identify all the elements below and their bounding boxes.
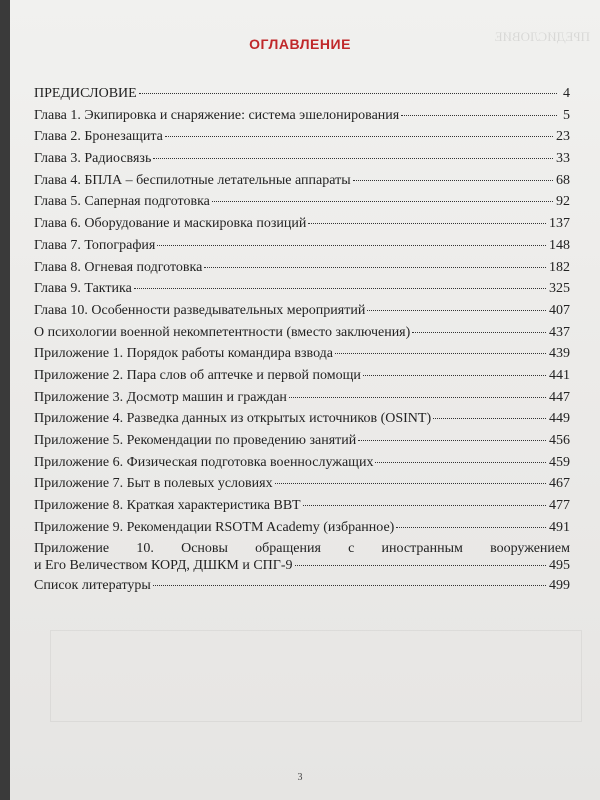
toc-entry-page: 456	[549, 433, 570, 448]
toc-entry-page: 23	[556, 129, 570, 145]
toc-entry-label: Глава 4. БПЛА – беспилотные летательные аппараты	[34, 172, 351, 188]
toc-entry-page: 447	[549, 389, 570, 405]
toc-entry-label: Глава 5. Саперная подготовка	[34, 194, 210, 210]
bleed-through-text: ПРЕДИСЛОВИЕ	[494, 30, 590, 44]
leader-dots	[353, 180, 553, 181]
toc-entry-label: Приложение 5. Рекомендации по проведению занятий	[34, 433, 357, 448]
toc-entry-page: 407	[549, 302, 570, 318]
toc-entry[interactable]	[34, 86, 570, 108]
leader-dots	[358, 440, 546, 441]
toc-entry-page: 148	[549, 237, 570, 253]
toc-entry-page: 477	[549, 498, 570, 514]
toc-entry-page: 68	[556, 172, 570, 188]
toc-title: ОГЛАВЛЕНИЕ	[249, 36, 351, 52]
toc-entry[interactable]	[34, 194, 570, 216]
toc-entry[interactable]	[34, 216, 570, 238]
leader-dots	[289, 397, 546, 398]
toc-entry-label: Приложение 8. Краткая характеристика ВВТ	[34, 498, 301, 514]
table-of-contents	[34, 86, 570, 600]
bleed-through-box	[50, 630, 582, 722]
leader-dots	[153, 585, 546, 586]
leader-dots	[275, 483, 546, 484]
leader-dots	[367, 310, 546, 311]
toc-entry-label: Список литературы	[34, 578, 151, 594]
toc-entry-multiline[interactable]	[34, 541, 570, 578]
toc-entry-label: Приложение 1. Порядок работы командира взвода	[34, 346, 334, 362]
toc-entry[interactable]	[34, 411, 570, 433]
toc-entry[interactable]	[34, 151, 570, 173]
toc-entry-page: 499	[549, 578, 570, 594]
leader-dots	[363, 375, 546, 376]
toc-entry[interactable]	[34, 260, 570, 282]
toc-entry[interactable]	[34, 520, 570, 542]
toc-entry[interactable]	[34, 325, 570, 347]
toc-entry[interactable]	[34, 368, 570, 390]
toc-entry-label-line2: и Его Величеством КОРД, ДШКМ и СПГ-9	[34, 558, 293, 574]
toc-entry-label: ПРЕДИСЛОВИЕ	[34, 86, 137, 101]
toc-entry-bibliography[interactable]	[34, 578, 570, 600]
leader-dots	[165, 136, 553, 137]
toc-entry[interactable]	[34, 129, 570, 151]
toc-entry[interactable]	[34, 346, 570, 368]
toc-entry-label: Глава 2. Бронезащита	[34, 129, 163, 145]
toc-entry[interactable]	[34, 238, 570, 260]
toc-entry-page: 325	[549, 281, 570, 297]
toc-entry-label: Приложение 2. Пара слов об аптечке и первой помощи	[34, 367, 361, 383]
toc-entry[interactable]	[34, 455, 570, 477]
toc-entry[interactable]	[34, 433, 570, 455]
toc-entry-page: 33	[556, 151, 570, 167]
leader-dots	[433, 418, 546, 419]
leader-dots	[212, 201, 553, 202]
toc-entry-label: О психологии военной некомпетентности (вместо заключения)	[34, 324, 411, 340]
toc-entry-page: 495	[549, 558, 570, 574]
toc-entry-label: Глава 8. Огневая подготовка	[34, 259, 203, 275]
toc-entry-label: Глава 10. Особенности разведывательных мероприятий	[34, 302, 366, 318]
toc-entry-label: Глава 6. Оборудование и маскировка позиций	[34, 216, 307, 232]
leader-dots	[204, 267, 546, 268]
toc-entry-label: Приложение 7. Быт в полевых условиях	[34, 476, 273, 492]
leader-dots	[153, 158, 553, 159]
toc-entry[interactable]	[34, 173, 570, 195]
leader-dots	[335, 353, 546, 354]
leader-dots	[134, 288, 546, 289]
toc-entry[interactable]	[34, 108, 570, 130]
toc-entry[interactable]	[34, 498, 570, 520]
leader-dots	[295, 565, 546, 566]
toc-entry-line2	[34, 558, 570, 574]
toc-entry[interactable]	[34, 390, 570, 412]
toc-entry-page: 137	[549, 216, 570, 232]
toc-entry-page: 4	[563, 86, 570, 101]
toc-entry-label: Глава 7. Топография	[34, 237, 156, 253]
toc-entry-label: Глава 1. Экипировка и снаряжение: система эшелонирования	[34, 107, 400, 123]
toc-entry-label: Глава 9. Тактика	[34, 281, 132, 297]
toc-entry-page: 441	[549, 367, 570, 383]
leader-dots	[157, 245, 546, 246]
toc-entry-page: 467	[549, 476, 570, 492]
page-number: 3	[297, 772, 303, 783]
toc-entry-page: 439	[549, 346, 570, 362]
leader-dots	[139, 93, 557, 94]
toc-entry-label: Приложение 3. Досмотр машин и граждан	[34, 389, 287, 405]
leader-dots	[375, 462, 546, 463]
toc-entry[interactable]	[34, 281, 570, 303]
toc-entry-label: Приложение 9. Рекомендации RSOTM Academy (избранное)	[34, 519, 395, 535]
toc-entry-page: 437	[549, 324, 570, 340]
toc-entry-page: 491	[549, 519, 570, 535]
leader-dots	[303, 505, 546, 506]
toc-entry-page: 182	[549, 259, 570, 275]
toc-entry-page: 5	[563, 107, 570, 123]
toc-entry-label-line1: Приложение 10. Основы обращения с иностранным вооружением	[34, 541, 570, 557]
toc-entry-label: Приложение 6. Физическая подготовка военнослужащих	[34, 454, 374, 470]
toc-entry-page: 459	[549, 454, 570, 470]
toc-entry-label: Приложение 4. Разведка данных из открытых источников (OSINT)	[34, 411, 432, 427]
toc-entry[interactable]	[34, 303, 570, 325]
toc-entry-page: 92	[556, 194, 570, 210]
leader-dots	[308, 223, 546, 224]
leader-dots	[401, 115, 557, 116]
toc-entry-page: 449	[549, 411, 570, 427]
toc-entry-label: Глава 3. Радиосвязь	[34, 151, 152, 167]
toc-entry[interactable]	[34, 476, 570, 498]
leader-dots	[412, 332, 546, 333]
leader-dots	[396, 527, 546, 528]
